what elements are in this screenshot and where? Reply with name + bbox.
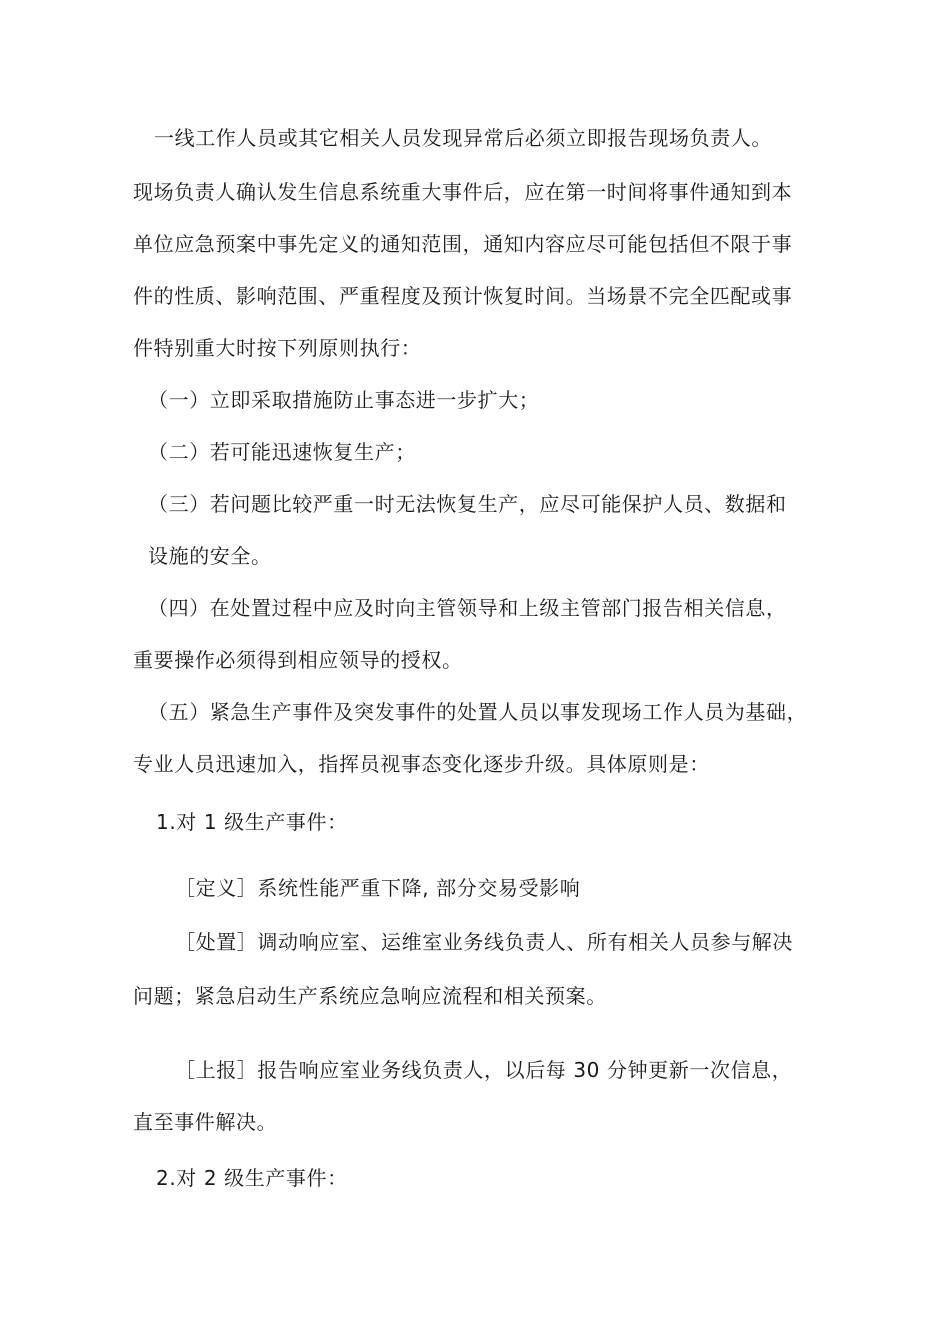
report-line: ［上报］报告响应室业务线负责人，以后每 30 分钟更新一次信息， [175, 1058, 793, 1082]
list-item-2: （二）若可能迅速恢复生产； [148, 440, 416, 464]
list-item-4-continued: 重要操作必须得到相应领导的授权。 [133, 648, 463, 672]
list-item-4: （四）在处置过程中应及时向主管领导和上级主管部门报告相关信息， [148, 596, 787, 620]
list-item-3: （三）若问题比较严重一时无法恢复生产，应尽可能保护人员、数据和 [148, 492, 787, 516]
paragraph-line: 单位应急预案中事先定义的通知范围，通知内容应尽可能包括但不限于事 [133, 232, 793, 256]
paragraph-line: 件特别重大时按下列原则执行： [133, 336, 422, 360]
section-heading-level-2: 2.对 2 级生产事件： [156, 1166, 348, 1190]
section-heading-level-1: 1.对 1 级生产事件： [156, 810, 348, 834]
list-item-5: （五）紧急生产事件及突发事件的处置人员以事发现场工作人员为基础， [148, 700, 808, 724]
definition-line: ［定义］系统性能严重下降, 部分交易受影响 [175, 876, 581, 900]
handling-line-continued: 问题；紧急启动生产系统应急响应流程和相关预案。 [133, 984, 607, 1008]
list-item-3-continued: 设施的安全。 [148, 544, 272, 568]
paragraph-line: 一线工作人员或其它相关人员发现异常后必须立即报告现场负责人。 [154, 126, 772, 150]
report-line-continued: 直至事件解决。 [133, 1110, 278, 1134]
paragraph-line: 现场负责人确认发生信息系统重大事件后，应在第一时间将事件通知到本 [133, 180, 793, 204]
paragraph-line: 件的性质、影响范围、严重程度及预计恢复时间。当场景不完全匹配或事 [133, 284, 793, 308]
list-item-1: （一）立即采取措施防止事态进一步扩大； [148, 388, 540, 412]
handling-line: ［处置］调动响应室、运维室业务线负责人、所有相关人员参与解决 [175, 930, 793, 954]
list-item-5-continued: 专业人员迅速加入，指挥员视事态变化逐步升级。具体原则是： [133, 752, 710, 776]
